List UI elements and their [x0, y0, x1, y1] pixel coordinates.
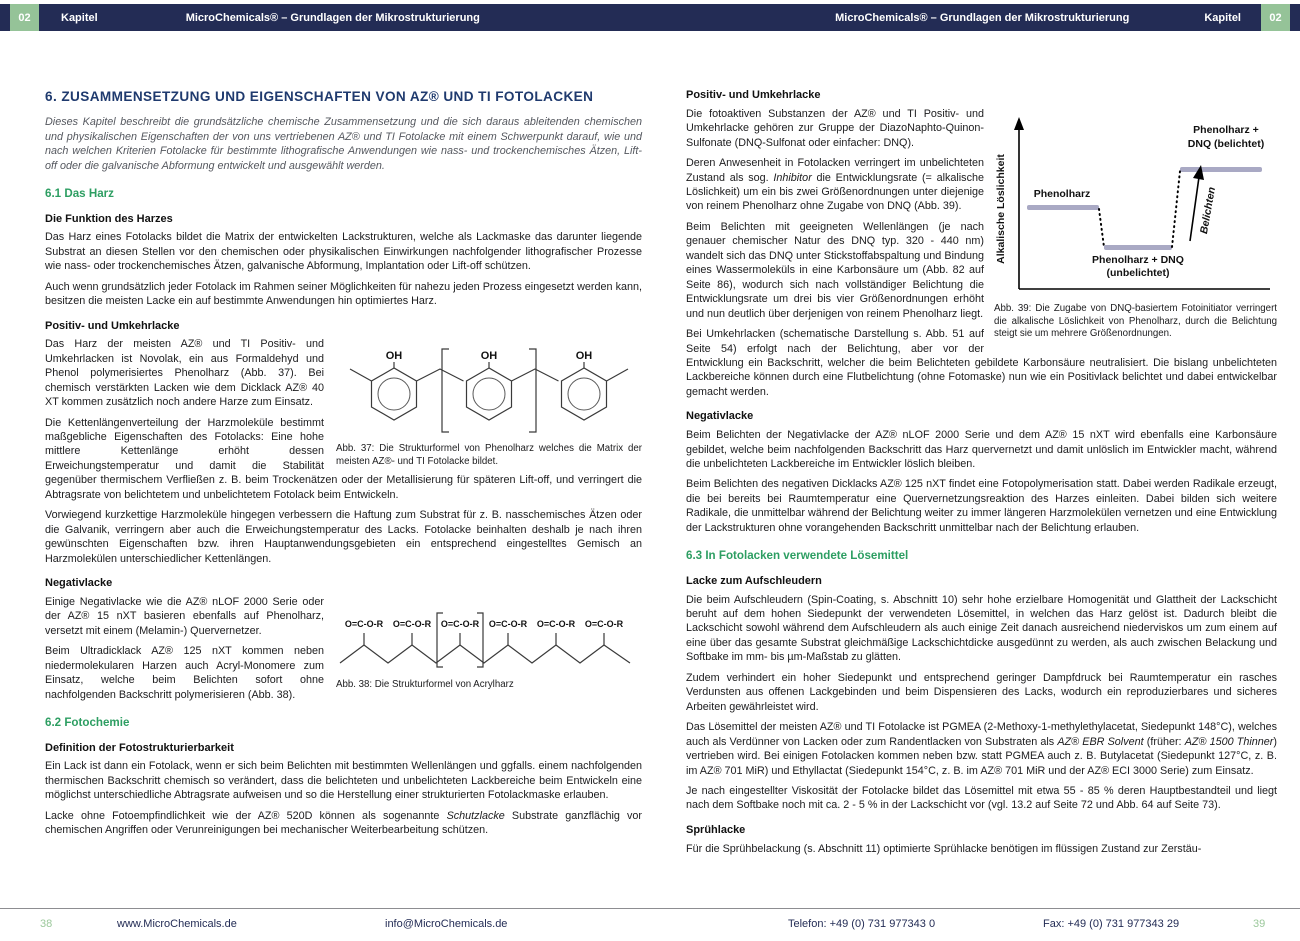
ester-group-label: O=C-O-R — [392, 618, 432, 629]
bar-phenolharz-dnq-unbelichtet — [1104, 245, 1172, 250]
chapter-number-box-right — [1261, 4, 1290, 31]
paragraph: Für die Sprühbelackung (s. Abschnitt 11) optimierte Sprühlacke benötigen im flüssigen Zustand zur Zerstäu- — [686, 842, 1202, 855]
paragraph: Beim Ultradicklack AZ® 125 nXT kommen neben niedermolekularen Harzen auch Acryl-Monomere zum Einsatz, welche beim Belichten sofort ohne nachfolgenden Backschritt polymerisieren (Abb. 38). — [45, 645, 324, 701]
paragraph: Zudem verhindert ein hoher Siedepunkt und entsprechend geringer Dampfdruck bei Raumtemperatur ein rasches Verdunsten aus offenen Lackgebinden und beim Dispensieren des Lacks, wodurch ein reproduzierbares und sicheres Arbeiten gewährleistet wird. — [686, 671, 1277, 713]
subheading-negativlacke-right: Negativlacke — [686, 410, 754, 423]
ester-group-label: O=C-O-R — [584, 618, 624, 629]
acrylharz-structure-image — [336, 597, 642, 675]
bar-phenolharz — [1027, 205, 1099, 210]
figure-caption-abb37: Abb. 37: Die Strukturformel von Phenolharz welches die Matrix der meisten AZ®- und TI Fotolacke bildet. — [336, 443, 642, 468]
oh-label: OH — [385, 350, 403, 363]
y-axis-label: Alkalische Löslichkeit — [995, 153, 1007, 264]
chapter-number-box-left — [10, 4, 39, 31]
website-link[interactable]: www.MicroChemicals.de — [117, 918, 237, 930]
paragraph: Vorwiegend kurzkettige Harzmoleküle hingegen verbessern die Haftung zum Substrat für z. B. nasschemisches Ätzen oder die Galvanik, verringern aber auch die Erweichungstemperatur des Lacks. Fotolacke beinhalten deshalb je nach ihren gewünschten Eigenschaften bzw. ihren Hauptanwendungsgebieten ein entsprechend eingestelltes Gemisch an Harzmolekülen unterschiedlicher Kettenlängen. — [45, 509, 642, 565]
bar-label-unbelichtet-1: Phenolharz + DNQ — [1092, 253, 1184, 266]
text-segment: Deren Anwesenheit in Fotolacken verringert im unbelichteten Zustand als sog. — [686, 157, 984, 184]
page-number-left: 38 — [40, 918, 53, 930]
intro-paragraph: Dieses Kapitel beschreibt die grundsätzliche chemische Zusammensetzung und die sich daraus ableitenden chemischen und physikalischen Eigenschaften der von uns vertriebenen AZ® und TI Fotolacke mit einem Schwerpunkt darauf, wie und nach welchen Kriterien Fotolacke für bestimmte lithografische Anwendungen wie nass- und trockenchemisches Ätzen, Lift-off oder die galvanische Abformung entwickelt und ausgewählt werden. — [45, 116, 642, 172]
fax-text: Fax: +49 (0) 731 977343 29 — [1043, 918, 1180, 930]
bar-label-belichtet-2: DNQ (belichtet) — [1187, 137, 1265, 150]
chapter-number: 02 — [1269, 11, 1282, 24]
paragraph: Ein Lack ist dann ein Fotolack, wenn er sich beim Belichten mit bestimmten Wellenlängen und ggfalls. einem nachfolgenden thermischen Backschritt chemisch so verändert, dass die belichteten und unbelichteten Lackbereiche beim Entwickeln eine möglichst unterschiedliche Abtragsrate aufweisen und so die Herstellung einer strukturierten Fotolackmaske erlauben. — [45, 760, 642, 802]
text-segment: Das Lösemittel der meisten AZ® und TI Fotolacke ist PGMEA (2-Methoxy-1-methylethylacetat, Siedepunkt 148°C), welches auch als Verdünner von Lacken oder zum Randentlacken von Substraten als — [686, 721, 1277, 748]
text-segment: die Entwicklungsrate (= alkalische Löslichkeit) um ein bis zwei Größenordnungen unter diejenige von reinem Phenolharz ohne Zugabe von DNQ (Abb. 39). — [686, 171, 984, 213]
subheading-positiv-umkehrlacke-left: Positiv- und Umkehrlacke — [45, 319, 180, 332]
bar-label-phenolharz: Phenolharz — [1033, 187, 1091, 200]
figure-caption-abb38: Abb. 38: Die Strukturformel von Acrylharz — [336, 678, 514, 690]
page-number-right: 39 — [1253, 918, 1266, 930]
text-segment-italic: Inhibitor — [773, 171, 812, 184]
header-title-left: MicroChemicals® – Grundlagen der Mikrostrukturierung — [185, 11, 480, 24]
paragraph: Einige Negativlacke wie die AZ® nLOF 2000 Serie oder der AZ® 15 nXT basieren ebenfalls auf Phenolharz, versetzt mit einem (Melamin-) Quervernetzer. — [45, 595, 324, 637]
paragraph — [45, 809, 642, 838]
subheading-lacke-zum-aufschleudern: Lacke zum Aufschleudern — [686, 574, 822, 587]
subheading-funktion-des-harzes: Die Funktion des Harzes — [45, 212, 173, 225]
alkalische-loeslichkeit-chart — [994, 109, 1277, 299]
subheading-spruehlacke: Sprühlacke — [686, 823, 746, 836]
phenolharz-structure-image — [336, 339, 642, 439]
phone-text: Telefon: +49 (0) 731 977343 0 — [788, 918, 936, 930]
paragraph: Das Harz der meisten AZ® und TI Positiv- und Umkehrlacken ist Novolak, ein aus Formaldehyd und Phenol polymerisiertes Phenolharz (Abb. 37). Bei chemisch verstärkten Lacken wie dem Dicklack AZ® 40 XT kommen zusätzlich noch andere Harze zum Einsatz. — [45, 338, 324, 409]
ester-group-label: O=C-O-R — [536, 618, 576, 629]
paragraph: Auch wenn grundsätzlich jeder Fotolack im Rahmen seiner Möglichkeiten für nahezu jeden Prozess eingesetzt werden kann, besitzen die meisten Lacke ein auf bestimmte Anwendungen hin optimiertes Harz. — [45, 280, 642, 308]
figure-abb37 — [336, 339, 642, 469]
figure-caption-abb39: Abb. 39: Die Zugabe von DNQ-basiertem Fotoinitiator verringert die alkalische Löslichkeit von Phenolharz, durch die Belichtung steigt sie um mehrere Größenordnungen. — [994, 302, 1277, 340]
text-segment: (früher: — [1143, 735, 1185, 748]
chapter-number: 02 — [18, 11, 31, 24]
paragraph: Beim Belichten des negativen Dicklacks AZ® 125 nXT findet eine Fotopolymerisation statt. Dabei werden Radikale erzeugt, die bei bereits bei Raumtemperatur eine Quervernetzungsreaktion des Harzes einleiten. Dabei bilden sich weitere Radikale, die unmittelbar während der Belichtung weiter zu immer längeren Harzmolekülen vernetzen und eine Entwicklung der Lackstrukturen ohne vorangehenden Backschritt unmittelbar nach der Belichtung erlauben. — [686, 478, 1277, 534]
figure-abb38 — [336, 597, 642, 692]
subheading-positiv-umkehrlacke-right: Positiv- und Umkehrlacke — [686, 89, 821, 101]
chapter-label-left: Kapitel — [61, 11, 98, 24]
paragraph: Je nach eingestellter Viskosität der Fotolacke bildet das Lösemittel mit etwa 55 - 85 % deren Hauptbestandteil und liegt nach dem Softbake noch mit ca. 2 - 5 % in der Lackschicht vor (vgl. 13.2 auf Seite 72 und Abb. 64 auf Seite 73). — [686, 784, 1277, 812]
page-left — [45, 88, 642, 844]
paragraph: Beim Belichten mit geeigneten Wellenlängen (je nach genauer chemischer Natur des DNQ typ. 320 - 440 nm) wandelt sich das DNQ unter Stickstoffabspaltung und Bindung eines Wassermoleküls in eine Karbonsäure um (Abb. 82 auf Seite 86), wodurch sich nach vollständiger Belichtung die Entwicklungsrate um drei bis vier Größenordnungen erhöht und nun deutlich über derjenigen von reinem Phenolharz liegt. — [686, 220, 984, 320]
belichten-arrow-label: Belichten — [1198, 185, 1219, 235]
bar-label-belichtet-1: Phenolharz + — [1193, 123, 1259, 136]
paragraph: Das Harz eines Fotolacks bildet die Matrix der entwickelten Lackstrukturen, welche als Lackmaske das darunter liegende Substrat an diesen Stellen vor den chemischen oder physikalischen Einwirkungen nachfolgender lithografischer Prozesse wie nass- oder trockenchemisches Ätzen, galvanische Abformung, Implantation oder Lift-off schützen. — [45, 231, 642, 273]
text-segment-italic: Schutzlacke — [446, 809, 505, 822]
ester-group-label: O=C-O-R — [440, 618, 480, 629]
oh-label: OH — [575, 350, 593, 363]
chapter-label-right: Kapitel — [1204, 11, 1241, 24]
page-title: 6. ZUSAMMENSETZUNG UND EIGENSCHAFTEN VON AZ® UND TI FOTOLACKEN — [45, 89, 594, 104]
section-heading-6-1: 6.1 Das Harz — [45, 187, 114, 201]
oh-label: OH — [480, 350, 498, 363]
text-segment: ) vertrieben wird. Bei einigen Fotolacken kommen neben bzw. statt PGMEA auch z. B. Butylacetat (Siedepunkt 127°C, z. B. im AZ® 701 MiR) und Ethyllactat (Siedepunkt 154°C, z. B. im AZ® 701 MiR und der AZ® ECI 3000 Serie) zum Einsatz. — [686, 735, 1277, 777]
paragraph: Die Kettenlängenverteilung der Harzmoleküle bestimmt maßgebliche Eigenschaften des Fotolacks: Eine hohe mittlere Kettenlänge erhöht dessen Erweichungstemperatur und damit die Stabilität gegenüber thermischem Verfließen z. B. beim Trockenätzen oder der Metallisierung für späteren Lift-off, und verringert die Abtragsrate von belichtetem und unbelichtetem Fotolack beim Entwickeln. — [45, 416, 642, 501]
footer — [0, 918, 1300, 934]
ester-group-label: O=C-O-R — [488, 618, 528, 629]
text-segment-italic: AZ® EBR Solvent — [1057, 735, 1144, 748]
paragraph: Bei Umkehrlacken (schematische Darstellung s. Abb. 51 auf Seite 54) erfolgt nach der Belichtung, aber vor der Entwicklung ein Backschritt, welcher die beim Belichteten gebildete Karbonsäure neutralisiert. Die bislang unbelichteten Lackbereiche können durch eine Flutbelichtung (ohne Fotomaske) nun wie ein Positivlack belichtet und dabei entwickelbar gemacht werden. — [686, 328, 1277, 398]
figure-abb39 — [994, 109, 1277, 341]
page-right — [686, 88, 1277, 862]
text-segment: Lacke ohne Fotoempfindlichkeit wie der AZ® 520D können als sogenannte — [45, 809, 447, 822]
paragraph: Beim Belichten der Negativlacke der AZ® nLOF 2000 Serie und dem AZ® 15 nXT wird ebenfalls eine Karbonsäure gebildet, welche beim nachfolgenden Backschritt das Harz quervernetzt und damit unlöslich im Entwickler macht, während die unbelichteten Lackbereiche im Entwickler löslich bleiben. — [686, 429, 1277, 470]
header-title-right: MicroChemicals® – Grundlagen der Mikrostrukturierung — [835, 11, 1130, 24]
section-heading-6-2: 6.2 Fotochemie — [45, 715, 130, 729]
section-heading-6-3: 6.3 In Fotolacken verwendete Lösemittel — [686, 549, 909, 563]
subheading-definition-fotostrukturierbarkeit: Definition der Fotostrukturierbarkeit — [45, 741, 234, 754]
header-bar — [0, 4, 1300, 31]
paragraph: Die beim Aufschleudern (Spin-Coating, s. Abschnitt 10) sehr hohe erzielbare Homogenität und Glattheit der Lackschicht beruht auf dem hohen Siedepunkt der verwendeten Lösemittel, in welchen das Harz gelöst ist. Dadurch bleibt die Lackschicht sowohl während dem Aufschleudern als auch einige Zeit danach ausreichend niederviskos um zum einem auf eine über das gesamte Substrat gleichmäßige Lackschichtdicke ausgedünnt zu werden, als auch zwischen Belackung und Softbake im mm- bis µm-Maßstab zu glätten. — [686, 593, 1277, 664]
ester-group-label: O=C-O-R — [344, 618, 384, 629]
paragraph: Die fotoaktiven Substanzen der AZ® und TI Positiv- und Umkehrlacke gehören zur Gruppe der DiazoNaphto-Quinon-Sulfonate (DNQ-Sulfonat oder einfacher: DNQ). — [686, 107, 984, 149]
footer-divider — [0, 908, 1300, 909]
text-segment: Substrate ganzflächig vor chemischen Angriffen oder Verunreinigungen bei mechanischer Weiterbearbeitung schützen. — [45, 809, 642, 837]
email-link[interactable]: info@MicroChemicals.de — [385, 918, 508, 930]
bar-label-unbelichtet-2: (unbelichtet) — [1106, 266, 1170, 279]
text-segment-italic: AZ® 1500 Thinner — [1184, 735, 1274, 748]
subheading-negativlacke-left: Negativlacke — [45, 577, 113, 590]
paragraph — [686, 720, 1277, 778]
bar-phenolharz-dnq-belichtet — [1180, 167, 1262, 172]
